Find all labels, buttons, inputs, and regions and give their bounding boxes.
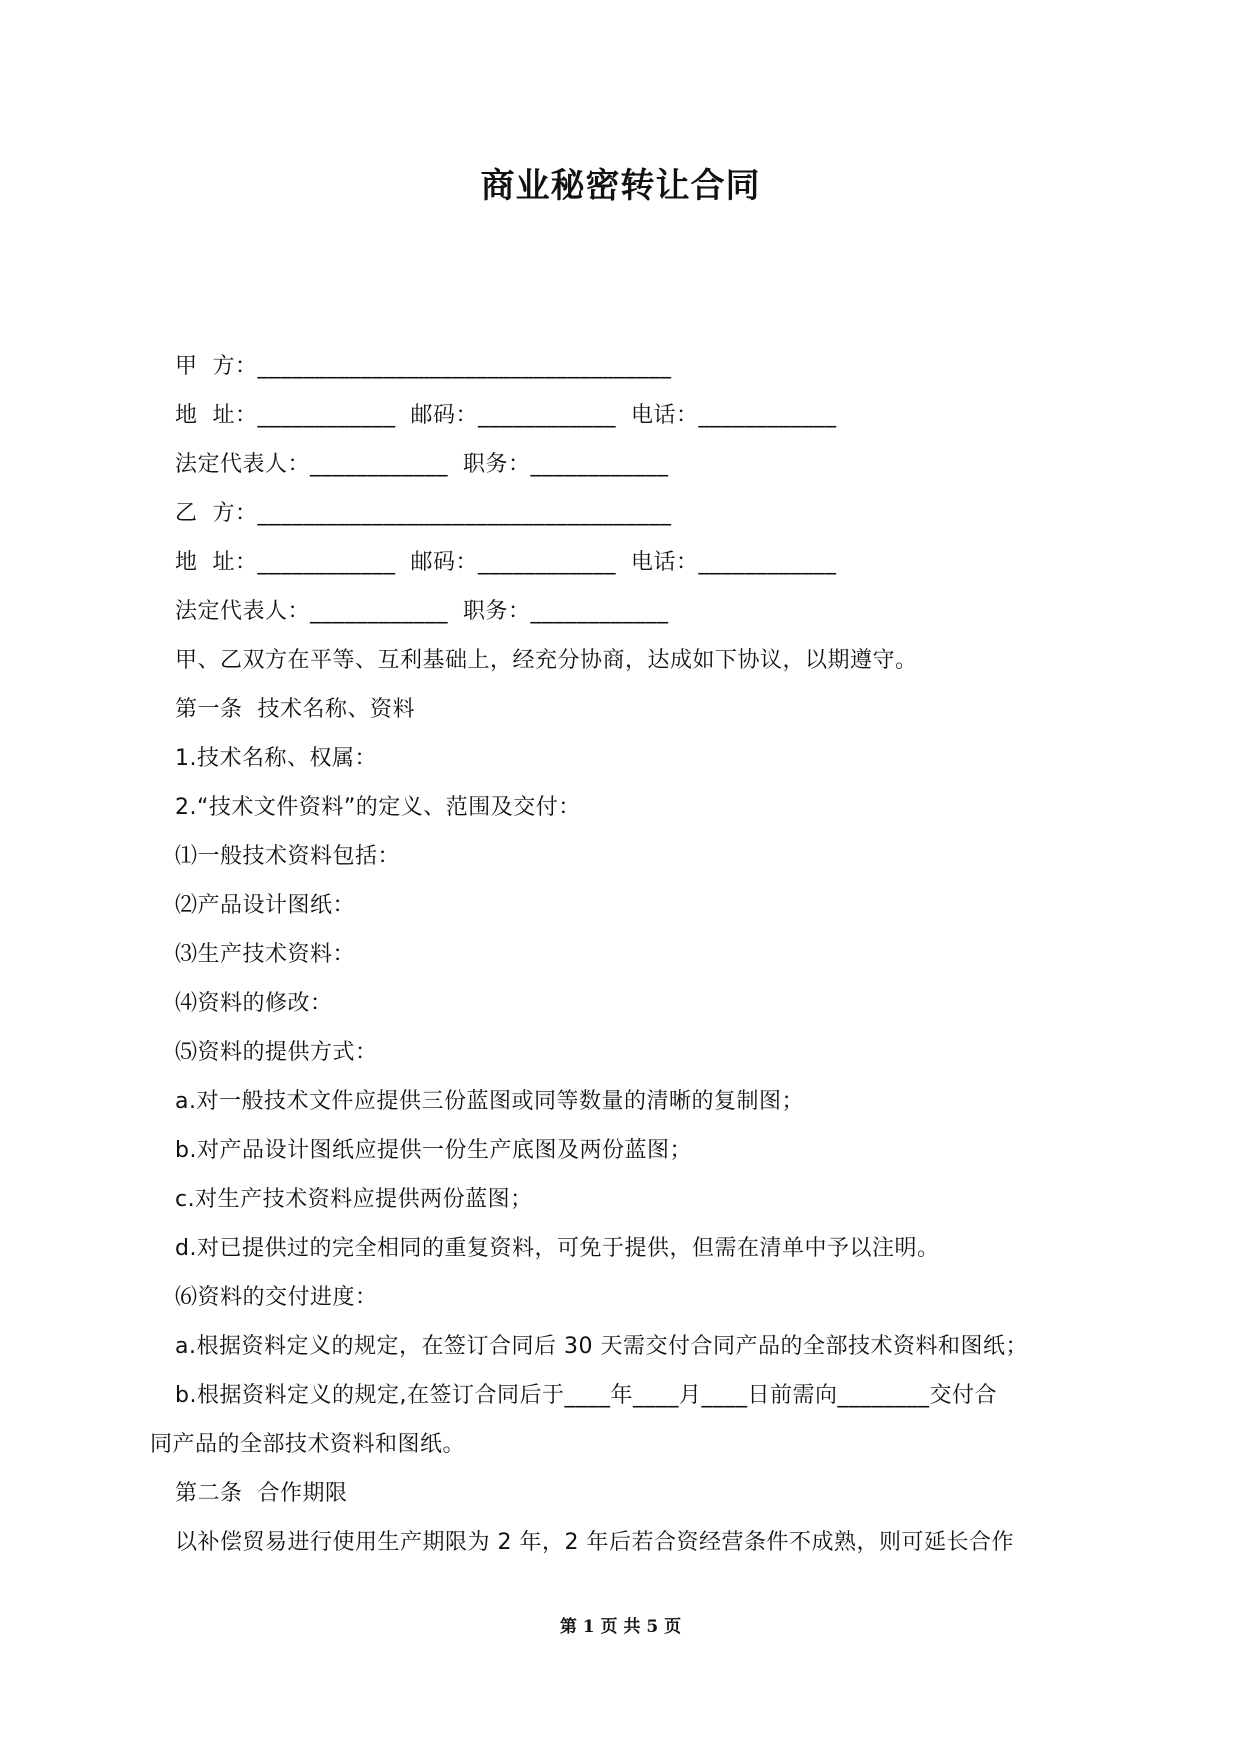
item-5-c: c.对生产技术资料应提供两份蓝图； [175, 1187, 533, 1212]
item-5-d: d.对已提供过的完全相同的重复资料，可免于提供，但需在清单中予以注明。 [175, 1236, 940, 1261]
item-6-a: a.根据资料定义的规定，在签订合同后 30 天需交付合同产品的全部技术资料和图纸； [175, 1334, 1028, 1359]
party-a-representative-line: 法定代表人：____________ 职务：____________ [175, 452, 669, 477]
article-2-heading: 第二条 合作期限 [175, 1481, 348, 1506]
item-6-b: b.根据资料定义的规定,在签订合同后于____年____月____日前需向________交付合 [175, 1383, 997, 1408]
party-b-name-line: 乙 方：____________________________________ [175, 501, 672, 526]
clause-1-2: 2.“技术文件资料”的定义、范围及交付： [175, 795, 581, 820]
article-2-text: 以补偿贸易进行使用生产期限为 2 年，2 年后若合资经营条件不成熟，则可延长合作 [175, 1530, 1014, 1555]
item-6-b-continued: 同产品的全部技术资料和图纸。 [150, 1432, 466, 1457]
agreement-preamble: 甲、乙双方在平等、互利基础上，经充分协商，达成如下协议，以期遵守。 [175, 648, 918, 673]
item-3: ⑶生产技术资料： [175, 942, 356, 967]
document-title: 商业秘密转让合同 [480, 166, 761, 206]
party-b-representative-line: 法定代表人：____________ 职务：____________ [175, 599, 669, 624]
page-number-footer: 第 1 页 共 5 页 [559, 1617, 682, 1637]
party-b-address-line: 地 址：____________ 邮码：____________ 电话：____________ [175, 550, 837, 575]
item-1: ⑴一般技术资料包括： [175, 844, 401, 869]
item-6: ⑹资料的交付进度： [175, 1285, 378, 1310]
clause-1-1: 1.技术名称、权属： [175, 746, 377, 771]
item-5-b: b.对产品设计图纸应提供一份生产底图及两份蓝图； [175, 1138, 692, 1163]
party-a-address-line: 地 址：____________ 邮码：____________ 电话：____________ [175, 403, 837, 428]
party-a-name-line: 甲 方：____________________________________ [175, 354, 672, 379]
item-2: ⑵产品设计图纸： [175, 893, 356, 918]
article-1-heading: 第一条 技术名称、资料 [175, 697, 415, 722]
item-5: ⑸资料的提供方式： [175, 1040, 378, 1065]
item-4: ⑷资料的修改： [175, 991, 333, 1016]
item-5-a: a.对一般技术文件应提供三份蓝图或同等数量的清晰的复制图； [175, 1089, 804, 1114]
